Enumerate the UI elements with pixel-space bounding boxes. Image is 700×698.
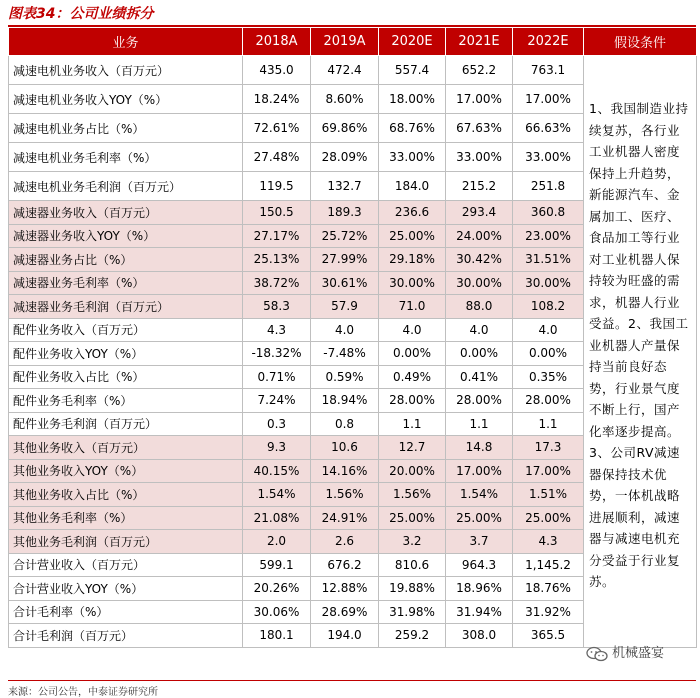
row-value: 21.08% [243,506,311,530]
row-value: 0.3 [243,412,311,436]
row-value: 25.72% [311,224,379,248]
row-value: 1.51% [513,483,584,507]
row-value: 24.00% [446,224,513,248]
row-value: 0.8 [311,412,379,436]
row-value: 25.00% [446,506,513,530]
row-value: 25.00% [379,224,446,248]
row-value: 763.1 [513,56,584,85]
row-value: 67.63% [446,114,513,143]
row-value: 964.3 [446,553,513,577]
row-value: 652.2 [446,56,513,85]
row-value: 0.41% [446,365,513,389]
row-value: 557.4 [379,56,446,85]
row-value: 17.00% [446,459,513,483]
row-value: 1,145.2 [513,553,584,577]
row-value: 30.61% [311,271,379,295]
row-label: 减速器业务毛利润（百万元） [9,295,243,319]
row-label: 其他业务收入YOY（%） [9,459,243,483]
row-value: 150.5 [243,201,311,225]
row-value: -7.48% [311,342,379,366]
row-value: 251.8 [513,172,584,201]
row-label: 合计毛利率（%） [9,600,243,624]
row-value: 8.60% [311,85,379,114]
row-label: 合计营业收入（百万元） [9,553,243,577]
row-value: -18.32% [243,342,311,366]
row-value: 30.42% [446,248,513,272]
row-label: 配件业务收入占比（%） [9,365,243,389]
row-value: 0.00% [379,342,446,366]
row-label: 减速器业务收入YOY（%） [9,224,243,248]
wechat-icon [586,646,608,662]
row-value: 308.0 [446,624,513,648]
row-value: 31.94% [446,600,513,624]
row-value: 31.98% [379,600,446,624]
row-value: 0.00% [513,342,584,366]
row-value: 119.5 [243,172,311,201]
row-label: 减速电机业务收入YOY（%） [9,85,243,114]
header-business: 业务 [9,28,243,56]
row-value: 17.00% [446,85,513,114]
row-value: 27.48% [243,143,311,172]
row-label: 其他业务毛利润（百万元） [9,530,243,554]
row-value: 0.59% [311,365,379,389]
row-label: 其他业务收入（百万元） [9,436,243,460]
row-value: 189.3 [311,201,379,225]
row-value: 293.4 [446,201,513,225]
row-value: 57.9 [311,295,379,319]
row-label: 减速电机业务毛利率（%） [9,143,243,172]
row-value: 4.3 [243,318,311,342]
watermark [586,643,664,665]
row-value: 28.69% [311,600,379,624]
header-2019a: 2019A [311,28,379,56]
row-value: 810.6 [379,553,446,577]
row-value: 236.6 [379,201,446,225]
row-value: 4.0 [513,318,584,342]
assumptions-cell: 1、我国制造业持续复苏，各行业工业机器人密度保持上升趋势，新能源汽车、金属加工、医疗、食品加工等行业对工业机器人保持较为旺盛的需求，机器人行业受益。2、我国工业机器人产量保持当前良好态势，行业景气度不断上行，国产化率逐步提高。3、公司RV减速器保持技术优势，一体机战略进展顺利，减速器与减速电机充分受益于行业复苏。 [584,56,697,648]
row-value: 1.1 [379,412,446,436]
row-value: 108.2 [513,295,584,319]
row-label: 配件业务毛利润（百万元） [9,412,243,436]
row-value: 28.00% [379,389,446,413]
earnings-breakdown-table [8,27,697,648]
row-value: 88.0 [446,295,513,319]
row-value: 30.00% [379,271,446,295]
row-value: 58.3 [243,295,311,319]
row-value: 365.5 [513,624,584,648]
row-label: 合计毛利润（百万元） [9,624,243,648]
header-assumptions: 假设条件 [584,28,697,56]
row-label: 减速电机业务占比（%） [9,114,243,143]
row-value: 27.99% [311,248,379,272]
row-value: 28.00% [446,389,513,413]
row-value: 259.2 [379,624,446,648]
row-value: 30.00% [513,271,584,295]
row-value: 0.00% [446,342,513,366]
row-value: 4.3 [513,530,584,554]
row-value: 17.3 [513,436,584,460]
table-row [9,56,697,85]
row-value: 17.00% [513,459,584,483]
header-2021e: 2021E [446,28,513,56]
row-value: 7.24% [243,389,311,413]
row-value: 3.7 [446,530,513,554]
row-value: 0.35% [513,365,584,389]
row-value: 4.0 [446,318,513,342]
row-label: 配件业务收入YOY（%） [9,342,243,366]
row-label: 配件业务收入（百万元） [9,318,243,342]
row-value: 31.51% [513,248,584,272]
row-value: 38.72% [243,271,311,295]
row-value: 33.00% [379,143,446,172]
row-value: 28.00% [513,389,584,413]
row-value: 9.3 [243,436,311,460]
row-value: 14.8 [446,436,513,460]
row-value: 2.0 [243,530,311,554]
row-value: 435.0 [243,56,311,85]
row-value: 1.56% [379,483,446,507]
row-label: 合计营业收入YOY（%） [9,577,243,601]
figure-title: 图表34：公司业绩拆分 [8,6,154,22]
row-value: 30.06% [243,600,311,624]
header-2022e: 2022E [513,28,584,56]
header-2018a: 2018A [243,28,311,56]
row-value: 0.49% [379,365,446,389]
row-value: 472.4 [311,56,379,85]
footer-divider [8,680,696,681]
row-value: 24.91% [311,506,379,530]
header-row [9,28,697,56]
row-value: 68.76% [379,114,446,143]
row-value: 18.76% [513,577,584,601]
row-value: 31.92% [513,600,584,624]
row-value: 29.18% [379,248,446,272]
row-value: 1.56% [311,483,379,507]
row-value: 1.1 [446,412,513,436]
row-value: 19.88% [379,577,446,601]
row-value: 12.7 [379,436,446,460]
row-value: 2.6 [311,530,379,554]
watermark-text: 机械盛宴 [612,646,665,661]
row-value: 18.96% [446,577,513,601]
row-value: 18.94% [311,389,379,413]
row-value: 599.1 [243,553,311,577]
row-value: 25.00% [513,506,584,530]
row-value: 20.26% [243,577,311,601]
row-label: 其他业务毛利率（%） [9,506,243,530]
row-value: 66.63% [513,114,584,143]
row-value: 1.54% [446,483,513,507]
row-value: 20.00% [379,459,446,483]
source-note: 来源：公司公告，中泰证券研究所 [8,687,158,698]
row-value: 215.2 [446,172,513,201]
row-value: 12.88% [311,577,379,601]
row-value: 10.6 [311,436,379,460]
table-body [9,56,697,648]
row-value: 0.71% [243,365,311,389]
row-label: 减速器业务收入（百万元） [9,201,243,225]
row-value: 360.8 [513,201,584,225]
row-value: 184.0 [379,172,446,201]
row-value: 1.1 [513,412,584,436]
row-value: 23.00% [513,224,584,248]
row-value: 30.00% [446,271,513,295]
row-value: 14.16% [311,459,379,483]
row-value: 4.0 [311,318,379,342]
row-label: 减速器业务占比（%） [9,248,243,272]
row-value: 18.00% [379,85,446,114]
row-value: 25.00% [379,506,446,530]
row-value: 40.15% [243,459,311,483]
row-value: 132.7 [311,172,379,201]
row-value: 676.2 [311,553,379,577]
row-value: 72.61% [243,114,311,143]
row-value: 4.0 [379,318,446,342]
row-value: 3.2 [379,530,446,554]
row-value: 69.86% [311,114,379,143]
row-value: 71.0 [379,295,446,319]
row-label: 其他业务收入占比（%） [9,483,243,507]
row-value: 180.1 [243,624,311,648]
row-value: 27.17% [243,224,311,248]
row-label: 减速器业务毛利率（%） [9,271,243,295]
row-value: 18.24% [243,85,311,114]
row-value: 28.09% [311,143,379,172]
row-value: 17.00% [513,85,584,114]
row-value: 25.13% [243,248,311,272]
header-2020e: 2020E [379,28,446,56]
row-label: 配件业务毛利率（%） [9,389,243,413]
row-value: 33.00% [513,143,584,172]
row-label: 减速电机业务收入（百万元） [9,56,243,85]
row-value: 194.0 [311,624,379,648]
row-value: 33.00% [446,143,513,172]
row-value: 1.54% [243,483,311,507]
row-label: 减速电机业务毛利润（百万元） [9,172,243,201]
